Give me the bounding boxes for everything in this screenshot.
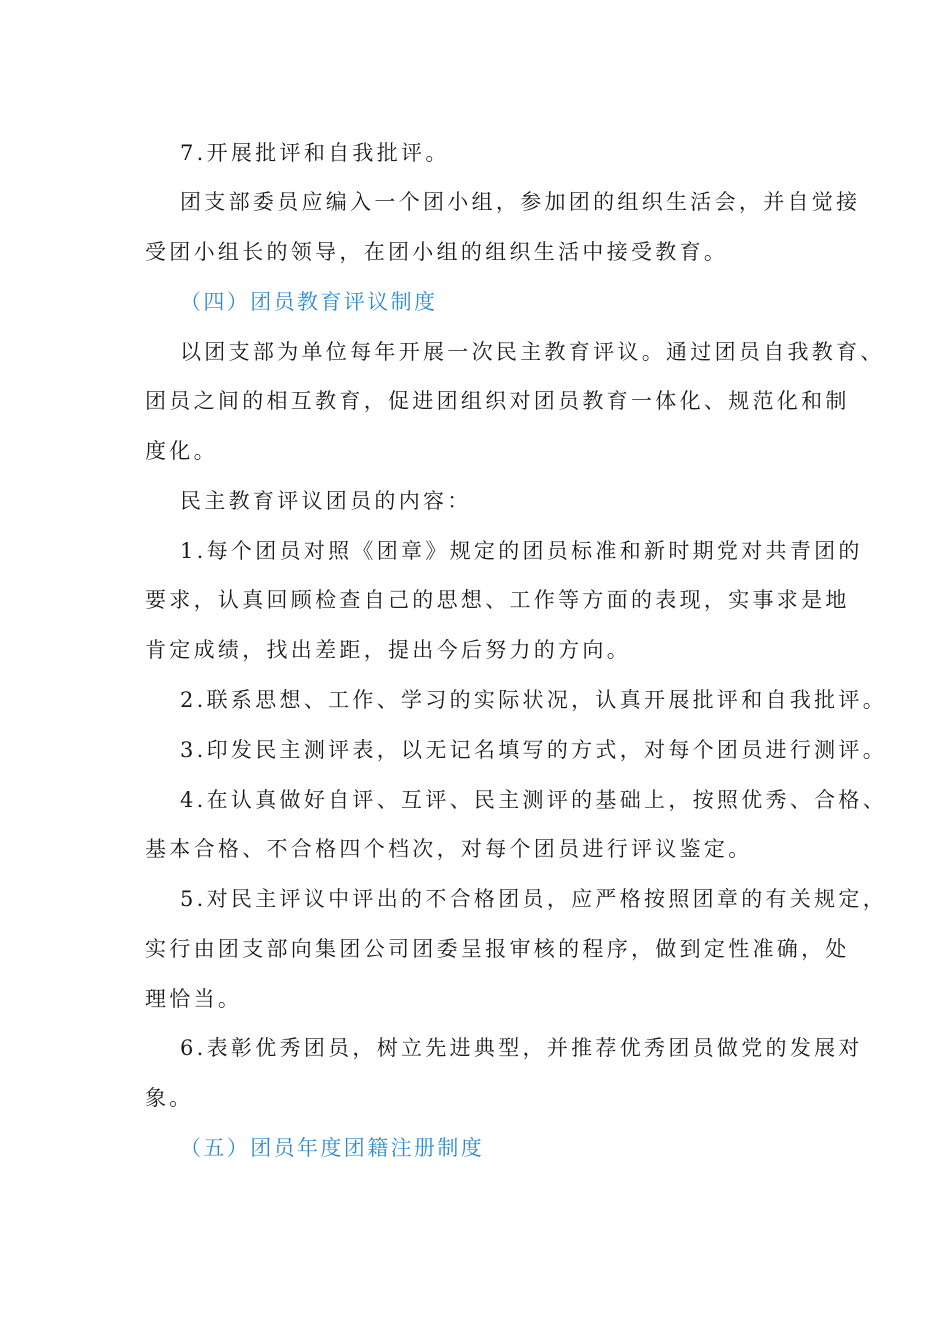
paragraph-content-intro: 民主教育评议团员的内容： bbox=[180, 489, 472, 513]
list-item-5-line-1: 5.对民主评议中评出的不合格团员，应严格按照团章的有关规定， bbox=[180, 887, 888, 911]
list-item-6-line-1: 6.表彰优秀团员，树立先进典型，并推荐优秀团员做党的发展对 bbox=[180, 1036, 863, 1060]
list-item-5-line-3: 理恰当。 bbox=[145, 987, 243, 1011]
paragraph-evaluation-line-1: 以团支部为单位每年开展一次民主教育评议。通过团员自我教育、 bbox=[180, 340, 885, 364]
list-item-4-line-1: 4.在认真做好自评、互评、民主测评的基础上，按照优秀、合格、 bbox=[180, 788, 888, 812]
list-item-3: 3.印发民主测评表，以无记名填写的方式，对每个团员进行测评。 bbox=[180, 738, 888, 762]
list-item-1-line-1: 1.每个团员对照《团章》规定的团员标准和新时期党对共青团的 bbox=[180, 539, 863, 563]
list-item-1-line-3: 肯定成绩，找出差距，提出今后努力的方向。 bbox=[145, 638, 631, 662]
section-heading-4: （四）团员教育评议制度 bbox=[180, 290, 438, 314]
paragraph-evaluation-line-3: 度化。 bbox=[145, 439, 218, 463]
list-item-4-line-2: 基本合格、不合格四个档次，对每个团员进行评议鉴定。 bbox=[145, 837, 753, 861]
list-item-6-line-2: 象。 bbox=[145, 1086, 194, 1110]
list-item-5-line-2: 实行由团支部向集团公司团委呈报审核的程序，做到定性准确，处 bbox=[145, 937, 850, 961]
list-item-1-line-2: 要求，认真回顾检查自己的思想、工作等方面的表现，实事求是地 bbox=[145, 588, 850, 612]
list-item-7: 7.开展批评和自我批评。 bbox=[180, 141, 450, 165]
paragraph-committee-line-2: 受团小组长的领导，在团小组的组织生活中接受教育。 bbox=[145, 240, 729, 264]
section-heading-5: （五）团员年度团籍注册制度 bbox=[180, 1136, 485, 1160]
list-item-2: 2.联系思想、工作、学习的实际状况，认真开展批评和自我批评。 bbox=[180, 688, 888, 712]
paragraph-evaluation-line-2: 团员之间的相互教育，促进团组织对团员教育一体化、规范化和制 bbox=[145, 389, 850, 413]
paragraph-committee-line-1: 团支部委员应编入一个团小组，参加团的组织生活会，并自觉接 bbox=[180, 190, 861, 214]
